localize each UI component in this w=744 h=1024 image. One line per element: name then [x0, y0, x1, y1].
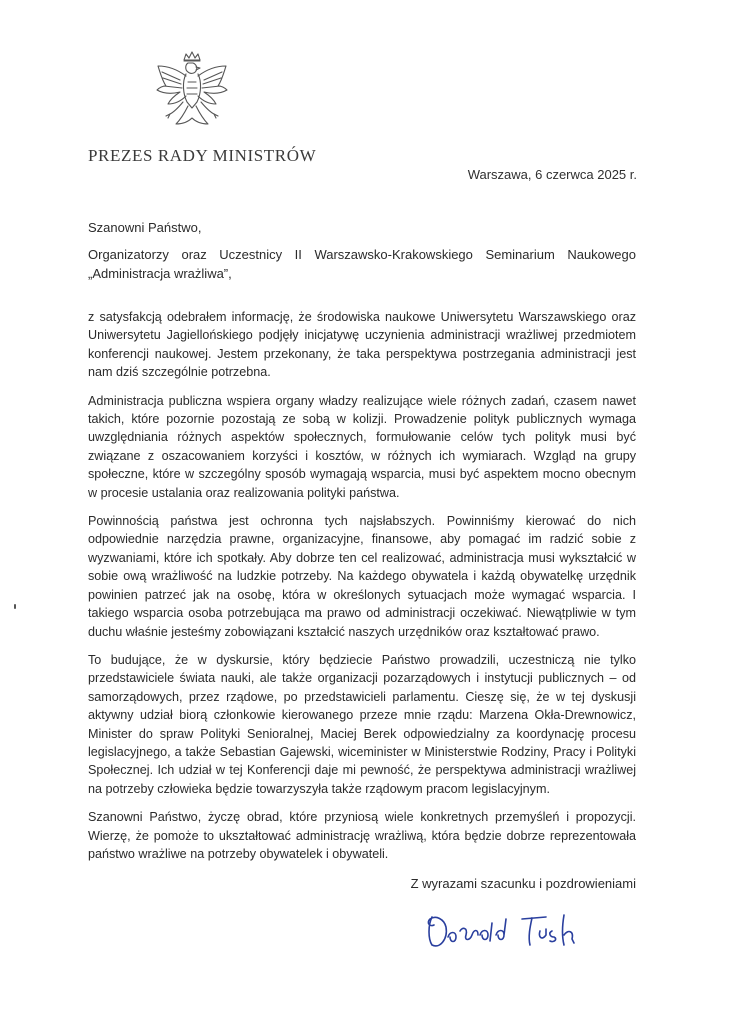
letter-date: Warszawa, 6 czerwca 2025 r.	[467, 167, 637, 182]
polish-eagle-emblem-icon	[150, 50, 234, 136]
paragraph: z satysfakcją odebrałem informację, że środowiska naukowe Uniwersytetu Warszawskiego oraz Uniwersytetu Jagiellońskiego podjęły inicjatywę uczynienia administracji wrażliwej przedmiotem konferencji naukowej. Jestem przekonany, że taka perspektywa postrzegania administracji jest nam dziś szczególnie potrzebna.	[88, 310, 636, 380]
paragraph: To budujące, że w dyskursie, który będziecie Państwo prowadzili, uczestniczą nie tylko przedstawiciele świata nauki, ale także organizacji pozarządowych i instytucji publicznych – od samorządowych, przez rządowe, po przedstawicieli parlamentu. Cieszę się, że w tej dyskusji aktywny udział biorą członkowie kierowanego przeze mnie rządu: Marzena Okła-Drewnowicz, Minister do spraw Polityki Senioralnej, Maciej Berek odpowiedzialny za koordynację procesu legislacyjnego, a także Sebastian Gajewski, wiceminister w Ministerstwie Rodziny, Pracy i Polityki Społecznej. Ich udział w tej Konferencji daje mi pewność, że perspektywa administracji wrażliwej na potrzeby człowieka będzie towarzyszyła także rządowym pracom legislacyjnym.	[88, 652, 636, 796]
office-title: PREZES RADY MINISTRÓW	[88, 146, 317, 165]
scan-speck	[14, 604, 16, 609]
paragraph: Powinnością państwa jest ochronna tych najsłabszych. Powinniśmy kierować do nich odpowiednie narzędzia prawne, organizacyjne, finansowe, aby pomagać im radzić sobie z wyzwaniami, które ich spotkały. Aby dobrze ten cel realizować, administracja musi wykształcić w sobie ową wrażliwość na ludzkie potrzeby. Na każdego obywatela i każdą obywatelkę urzędnik powinien patrzeć jak na osobę, która w określonych sytuacjach może wymagać wsparcia. I takiego wsparcia osoba potrzebująca ma prawo od administracji oczekiwać. Niewątpliwie w tym duchu właśnie jesteśmy zobowiązani kształcić naszych urzędników oraz kształtować prawo.	[88, 514, 636, 639]
paragraph: Administracja publiczna wspiera organy władzy realizujące wiele różnych zadań, czasem nawet takich, które pozornie pozostają ze sobą w kolizji. Prowadzenie polityk publicznych wymaga uwzględniania różnych aspektów społecznych, formułowanie celów tych polityk musi być związane z oszacowaniem korzyści i kosztów, w różnych ich wymiarach. Wzgląd na grupy społeczne, które w szczególny sposób wymagają wsparcia, musi być aspektem mocno obecnym w procesie ustalania oraz realizowania polityki państwa.	[88, 393, 636, 500]
closing-line: Z wyrazami szacunku i pozdrowieniami	[410, 876, 636, 891]
salutation: Szanowni Państwo,	[88, 220, 202, 235]
addressees: Organizatorzy oraz Uczestnicy II Warszawsko-Krakowskiego Seminarium Naukowego „Administracja wrażliwa”,	[88, 247, 636, 281]
handwritten-signature-icon	[418, 905, 598, 955]
letter-body	[88, 308, 636, 873]
paragraph: Szanowni Państwo, życzę obrad, które przyniosą wiele konkretnych przemyśleń i propozycji. Wierzę, że pomoże to ukształtować administrację wrażliwą, która będzie dobrze reprezentowała państwo wrażliwe na potrzeby obywatelek i obywateli.	[88, 810, 636, 861]
